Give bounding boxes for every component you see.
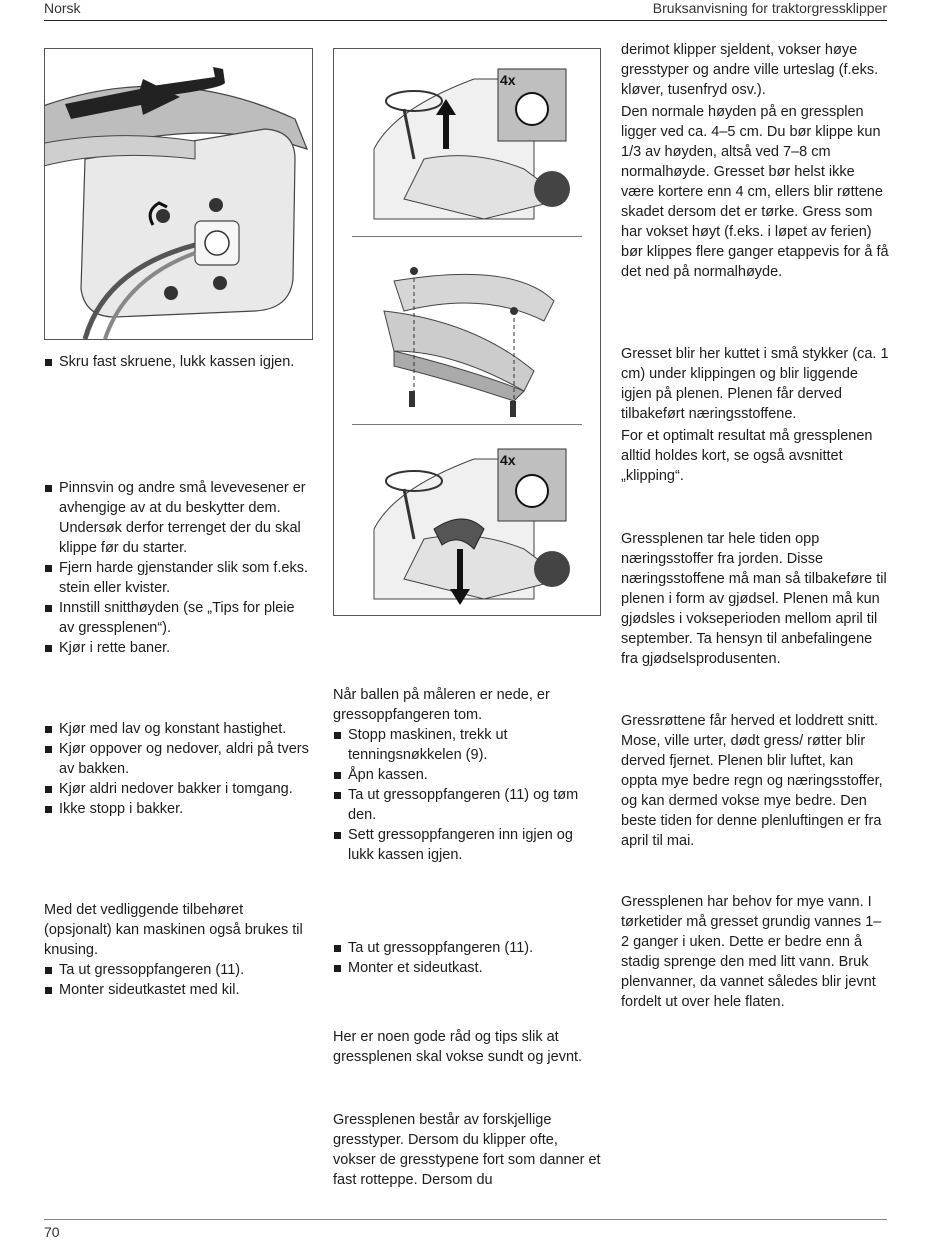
badge-bottom: 4x [500, 452, 516, 468]
figure-separator [352, 236, 582, 237]
list-item: Stopp maskinen, trekk ut tenningsnøkkelen (9). [333, 725, 601, 765]
col3-watering: Gressplenen har behov for mye vann. I tørketider må gresset grundig vannes 1–2 ganger i uken. Dette er bedre enn å stadig sprenge den med litt vann. Bruk plenvanner, da vannet således blir jevnt fordelt ut over hele flaten. [621, 894, 882, 1010]
header-rule [44, 20, 887, 21]
mower-mount-illustration [334, 429, 600, 609]
col1-list-slopes [44, 719, 312, 819]
paragraph: derimot klipper sjeldent, vokser høye gresstyper og andre ville urteslag (f.eks. kløver, tusenfryd osv.). [621, 42, 879, 98]
paragraph: Med det vedliggende tilbehøret (opsjonalt) kan maskinen også brukes til knusing. [44, 902, 303, 958]
paragraph: Gresset blir her kuttet i små stykker (ca. 1 cm) under klippingen og blir liggende igjen på plenen. Plenen får derved tilbakeført næringsstoffene. [621, 346, 889, 422]
col2-grass-types: Gressplenen består av forskjellige gresstyper. Dersom du klipper ofte, vokser de gresstypene fort som danner et fast rotteppe. Dersom du [333, 1112, 601, 1188]
list-item: Kjør i rette baner. [44, 638, 312, 658]
badge-top: 4x [500, 72, 516, 88]
connector-illustration [45, 49, 312, 339]
paragraph: For et optimalt resultat må gressplenen alltid holdes kort, se også avsnittet „klipping“. [621, 428, 873, 484]
header-title: Bruksanvisning for traktorgressklipper [652, 0, 887, 16]
col2-list-side-discharge [333, 938, 601, 978]
col1-list-close-box [44, 352, 312, 372]
list-item: Fjern harde gjenstander slik som f.eks. stein eller kvister. [44, 558, 312, 598]
list-item: Ikke stopp i bakker. [44, 799, 312, 819]
col1-list-before-mowing [44, 478, 312, 658]
paragraph: Når ballen på måleren er nede, er gressoppfangeren tom. [333, 687, 550, 723]
figure-box-mower-steps [333, 48, 601, 616]
col2-tips-intro: Her er noen gode råd og tips slik at gressplenen skal vokse sundt og jevnt. [333, 1029, 583, 1065]
list-item: Skru fast skruene, lukk kassen igjen. [44, 352, 312, 372]
paragraph: Den normale høyden på en gressplen ligger ved ca. 4–5 cm. Du bør klippe kun 1/3 av høyden, altså ved 7–8 cm normalhøyde. Gresset bør helst ikke være kortere enn 4 cm, ellers blir røttene skadet dersom det er tørke. Gress som har vokset høyt (f.eks. i løpet av ferien) bør klippes flere ganger etappevis for å få det ned på normalhøyde. [621, 104, 889, 280]
col1-mulching-section [44, 900, 312, 1000]
header-language: Norsk [44, 0, 81, 16]
figure-box-connector [44, 48, 313, 340]
col2-emptying-section [333, 685, 601, 865]
list-item: Ta ut gressoppfangeren (11) og tøm den. [333, 785, 601, 825]
footer-rule [44, 1219, 887, 1220]
chute-exploded-illustration [334, 241, 600, 421]
list-item: Ta ut gressoppfangeren (11). [333, 938, 601, 958]
list-item: Pinnsvin og andre små levevesener er avhengige av at du beskytter dem. Undersøk derfor terrenget der du skal klippe før du starter. [44, 478, 312, 558]
list-item: Monter et sideutkast. [333, 958, 601, 978]
list-item: Sett gressoppfangeren inn igjen og lukk kassen igjen. [333, 825, 601, 865]
col3-mowing-height [621, 40, 889, 282]
figure-separator [352, 424, 582, 425]
list-item: Monter sideutkastet med kil. [44, 980, 312, 1000]
page-number: 70 [44, 1224, 60, 1240]
list-item: Kjør med lav og konstant hastighet. [44, 719, 312, 739]
col3-mulching [621, 344, 889, 486]
list-item: Ta ut gressoppfangeren (11). [44, 960, 312, 980]
col3-scarifying: Gressrøttene får herved et loddrett snitt. Mose, ville urter, dødt gress/ røtter blir derved fjernet. Plenen blir luftet, kan oppta mye bedre regn og næringsstoffer, og kan dermed vokse mye bedre. Den beste tiden for denne plenluftingen er fra april til mai. [621, 713, 883, 849]
list-item: Kjør aldri nedover bakker i tomgang. [44, 779, 312, 799]
col3-fertilising: Gressplenen tar hele tiden opp næringsstoffer fra jorden. Disse næringsstoffene må man så tilbakeføre til plenen i form av gjødsel. Plenen må kun gjødsles i vokseperioden mellom april til september. Ta hensyn til anbefalingene fra gjødselsprodusenten. [621, 531, 887, 667]
list-item: Åpn kassen. [333, 765, 601, 785]
list-item: Innstill snitthøyden (se „Tips for pleie av gressplenen“). [44, 598, 312, 638]
mower-remove-illustration [334, 49, 600, 229]
list-item: Kjør oppover og nedover, aldri på tvers av bakken. [44, 739, 312, 779]
